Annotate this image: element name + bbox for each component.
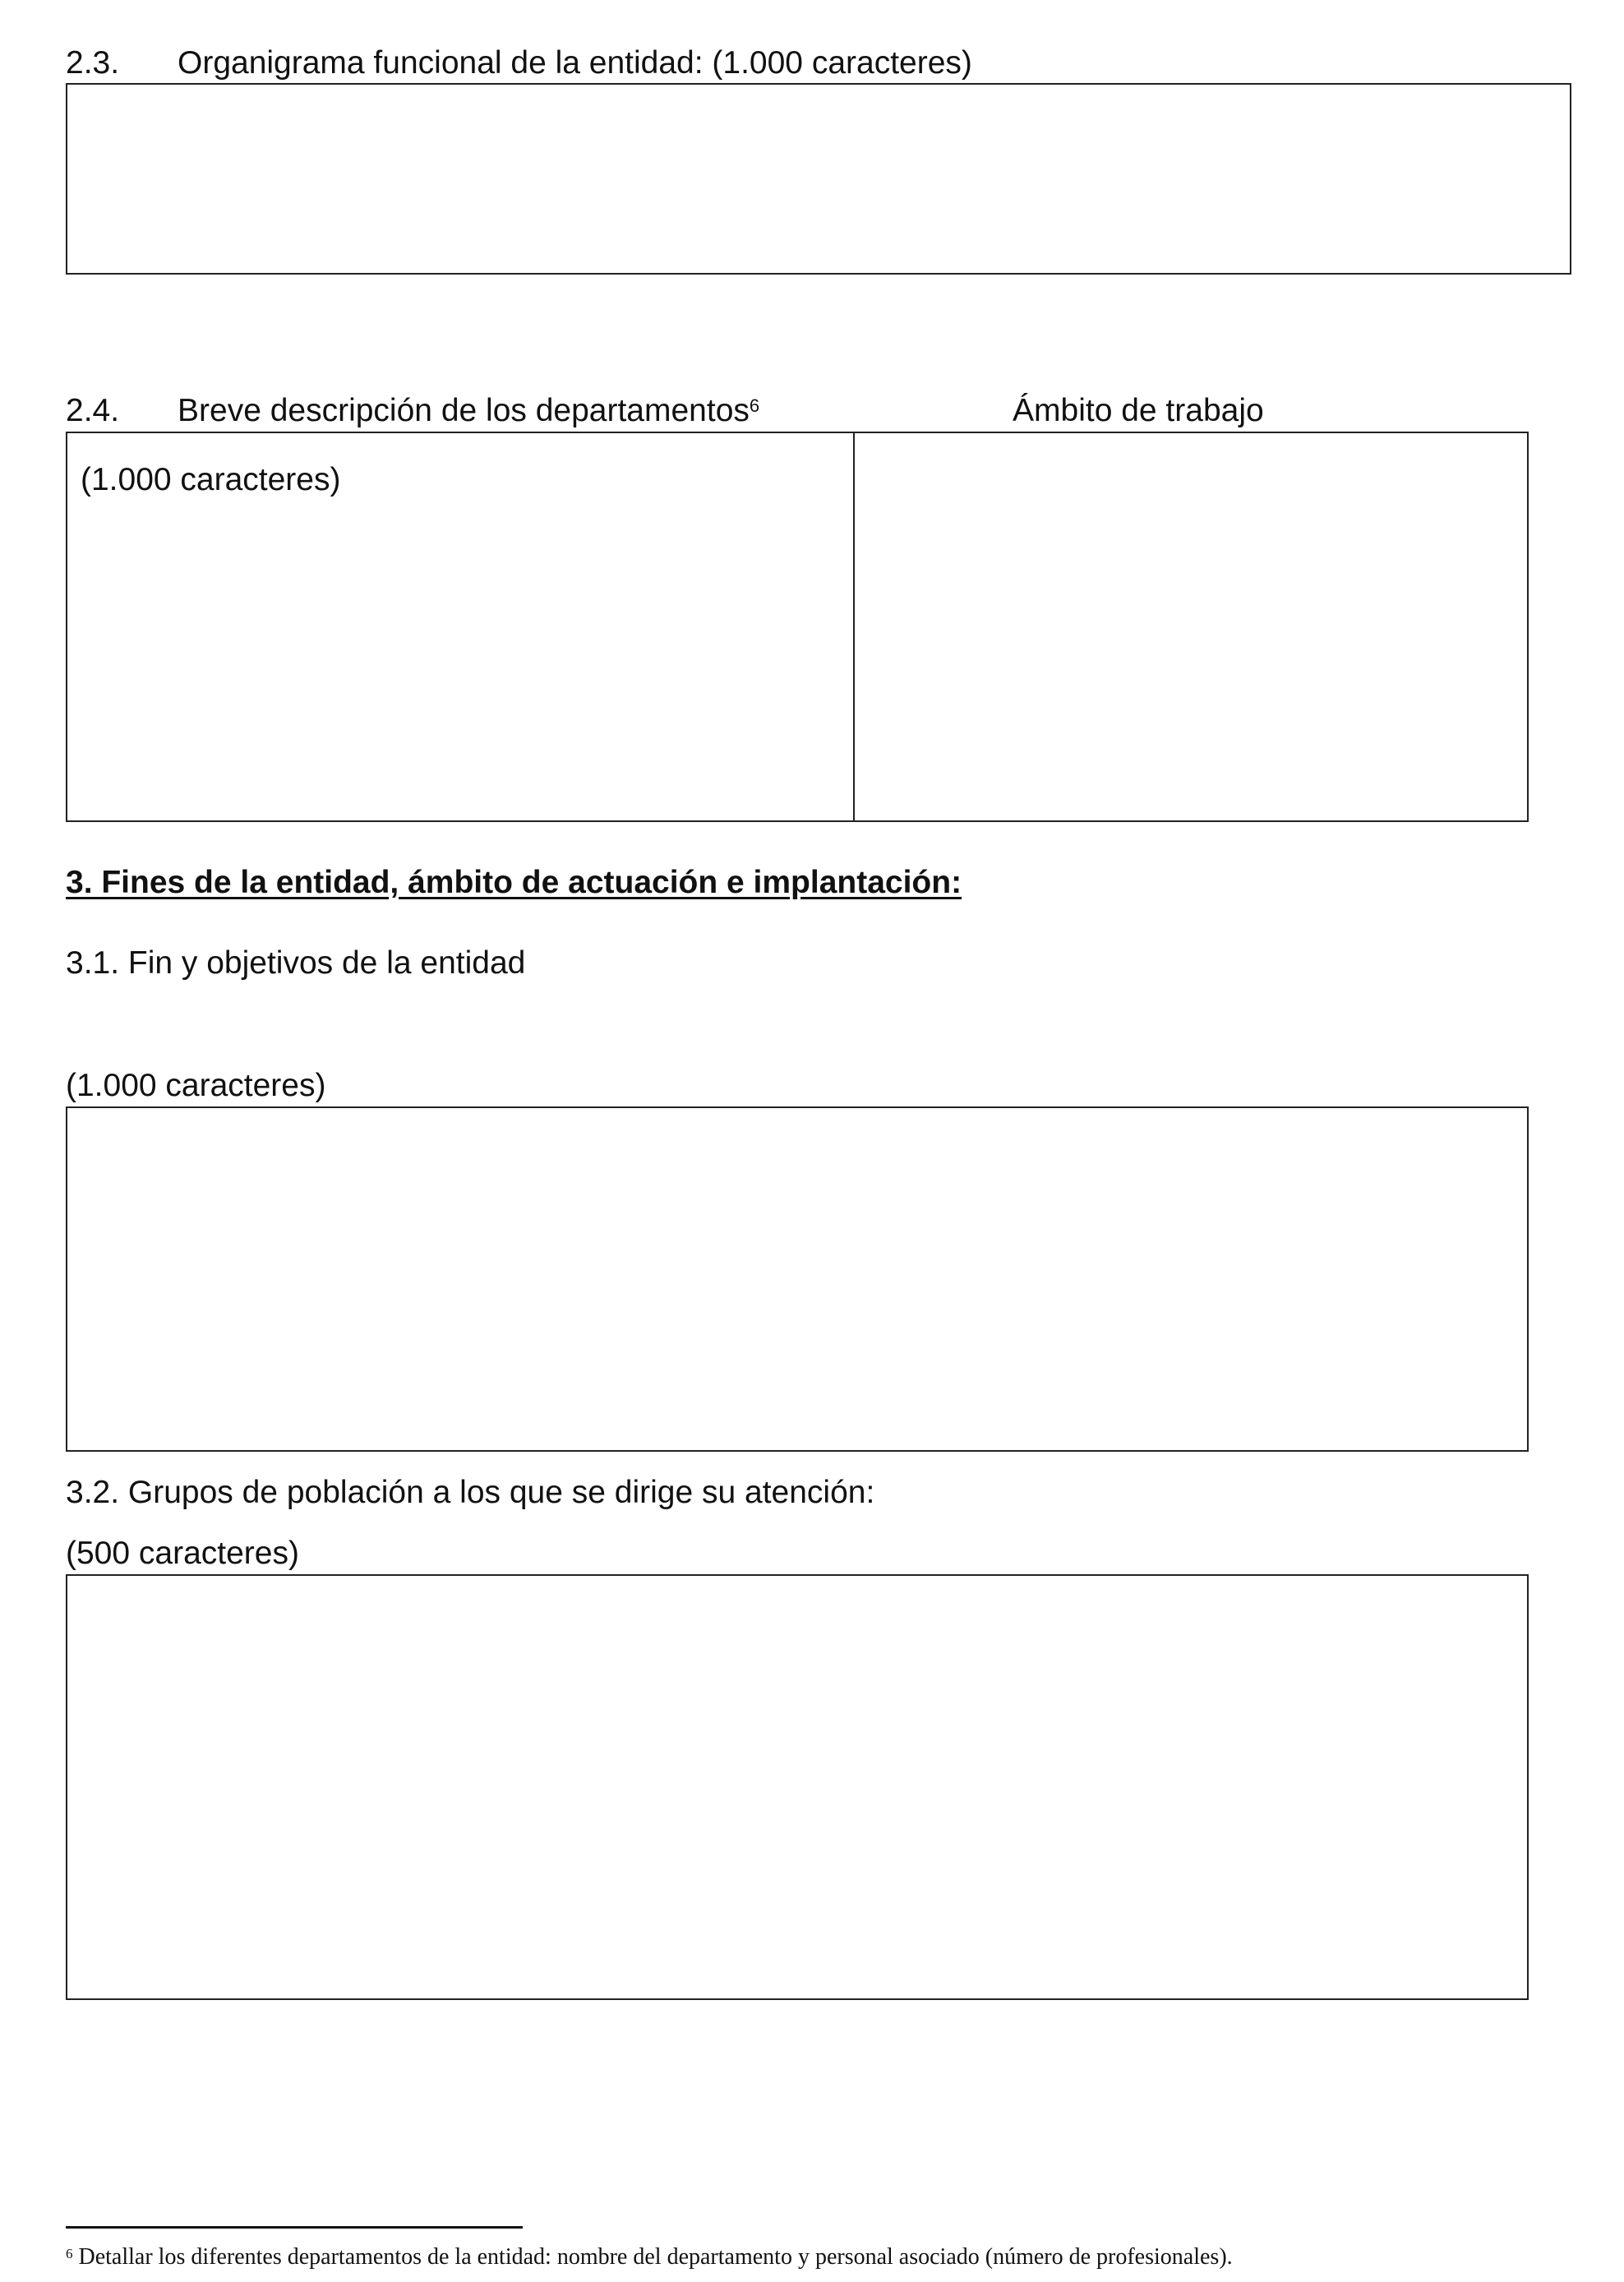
section-3-2-title: 3.2. Grupos de población a los que se dirige su atención: bbox=[66, 1475, 875, 1510]
section-3-1-title: 3.1. Fin y objetivos de la entidad bbox=[66, 945, 526, 981]
section-3-heading: 3. Fines de la entidad, ámbito de actuación e implantación: bbox=[66, 865, 962, 900]
departamentos-hint: (1.000 caracteres) bbox=[81, 462, 341, 497]
departamentos-description-field[interactable] bbox=[66, 432, 855, 822]
section-2-4-title-text: Breve descripción de los departamentos bbox=[178, 393, 750, 428]
organigrama-field[interactable] bbox=[66, 83, 1571, 275]
grupos-poblacion-field[interactable] bbox=[66, 1574, 1529, 2000]
footnote-text: Detallar los diferentes departamentos de la entidad: nombre del departamento y personal asociado (número de profesionales). bbox=[78, 2244, 1233, 2270]
section-2-4-title bbox=[178, 392, 759, 430]
ambito-trabajo-field[interactable] bbox=[853, 432, 1529, 822]
section-2-3-title: Organigrama funcional de la entidad: (1.000 caracteres) bbox=[178, 45, 972, 81]
footnote-ref-6: 6 bbox=[749, 395, 760, 416]
section-3-1-hint: (1.000 caracteres) bbox=[66, 1068, 326, 1103]
footnote bbox=[66, 2243, 1233, 2272]
section-2-4-number: 2.4. bbox=[66, 393, 120, 428]
footnote-marker: 6 bbox=[66, 2246, 73, 2261]
section-3-2-hint: (500 caracteres) bbox=[66, 1536, 299, 1571]
fin-objetivos-field[interactable] bbox=[66, 1106, 1529, 1452]
footnote-separator bbox=[66, 2226, 523, 2229]
section-2-3-number: 2.3. bbox=[66, 45, 120, 81]
ambito-trabajo-label: Ámbito de trabajo bbox=[1013, 393, 1264, 428]
